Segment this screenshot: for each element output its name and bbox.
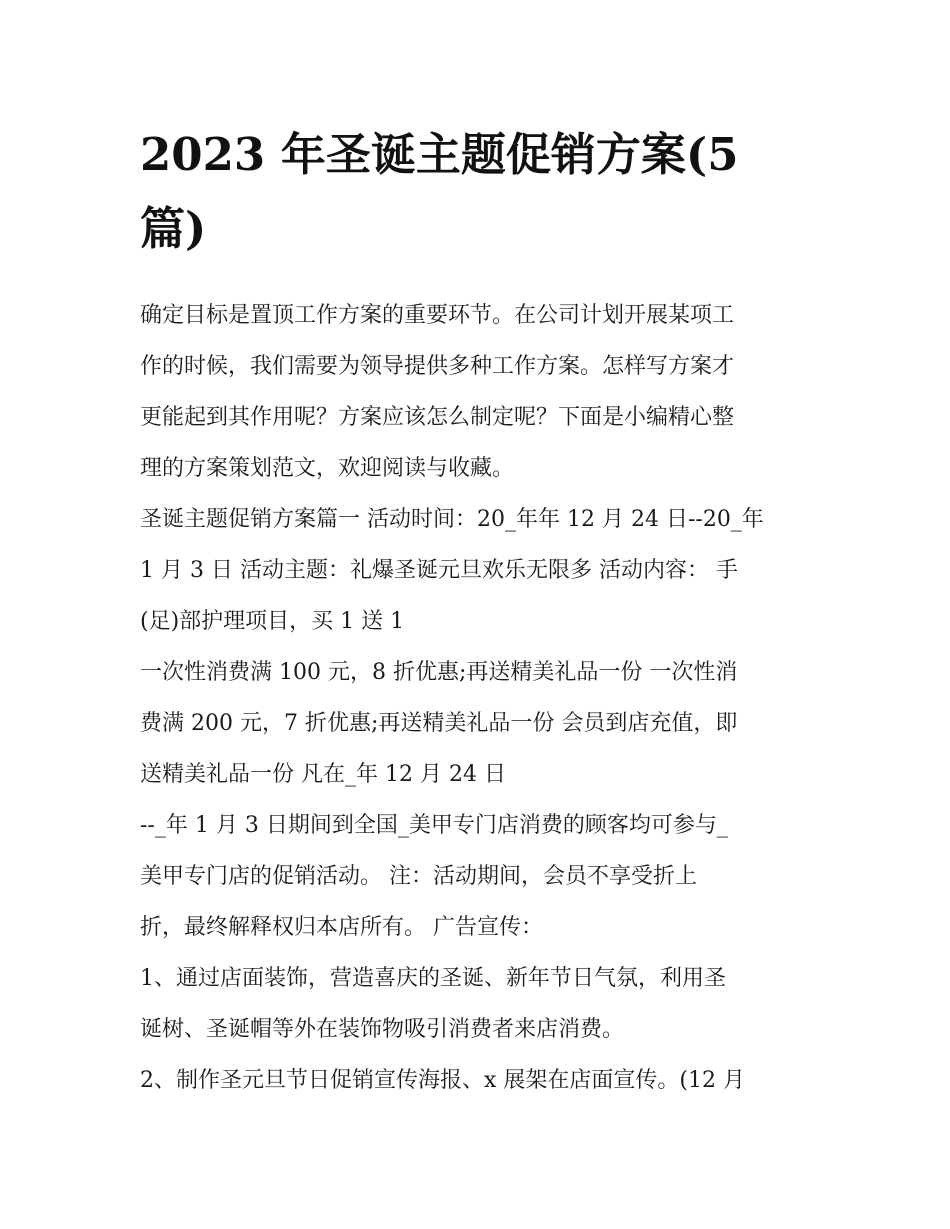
paragraph-ad-item-1: [140, 953, 810, 1055]
paragraph-intro: [140, 290, 810, 494]
text-line: 确定目标是置顶工作方案的重要环节。在公司计划开展某项工: [140, 303, 735, 328]
title-line: 2023 年圣诞主题促销方案(5: [140, 128, 739, 181]
title-line: 篇): [140, 202, 207, 255]
text-line: 1、通过店面装饰，营造喜庆的圣诞、新年节日气氛，利用圣: [140, 966, 726, 991]
paragraph-ad-item-2: [140, 1055, 810, 1106]
text-line: 更能起到其作用呢？方案应该怎么制定呢？下面是小编精心整: [140, 405, 735, 430]
text-line: 折，最终解释权归本店所有。 广告宣传：: [140, 915, 543, 940]
text-line: 费满 200 元，7 折优惠;再送精美礼品一份 会员到店充值，即: [140, 711, 738, 736]
paragraph-activity-info: [140, 494, 810, 647]
text-line: 2、制作圣元旦节日促销宣传海报、x 展架在店面宣传。(12 月: [140, 1068, 745, 1093]
text-line: 送精美礼品一份 凡在_年 12 月 24 日: [140, 762, 506, 787]
text-line: 一次性消费满 100 元，8 折优惠;再送精美礼品一份 一次性消: [140, 660, 738, 685]
document-title: [140, 118, 810, 266]
text-line: (足)部护理项目，买 1 送 1: [140, 609, 405, 634]
paragraph-discounts: [140, 647, 810, 800]
text-line: 诞树、圣诞帽等外在装饰物吸引消费者来店消费。: [140, 1017, 625, 1042]
text-line: --_年 1 月 3 日期间到全国_美甲专门店消费的顾客均可参与_: [140, 813, 728, 838]
paragraph-period: [140, 800, 810, 953]
text-line: 圣诞主题促销方案篇一 活动时间：20_年年 12 月 24 日--20_年: [140, 507, 764, 532]
text-line: 理的方案策划范文，欢迎阅读与收藏。: [140, 456, 515, 481]
text-line: 作的时候，我们需要为领导提供多种工作方案。怎样写方案才: [140, 354, 735, 379]
text-line: 美甲专门店的促销活动。 注：活动期间，会员不享受折上: [140, 864, 697, 889]
text-line: 1 月 3 日 活动主题：礼爆圣诞元旦欢乐无限多 活动内容： 手: [140, 558, 738, 583]
